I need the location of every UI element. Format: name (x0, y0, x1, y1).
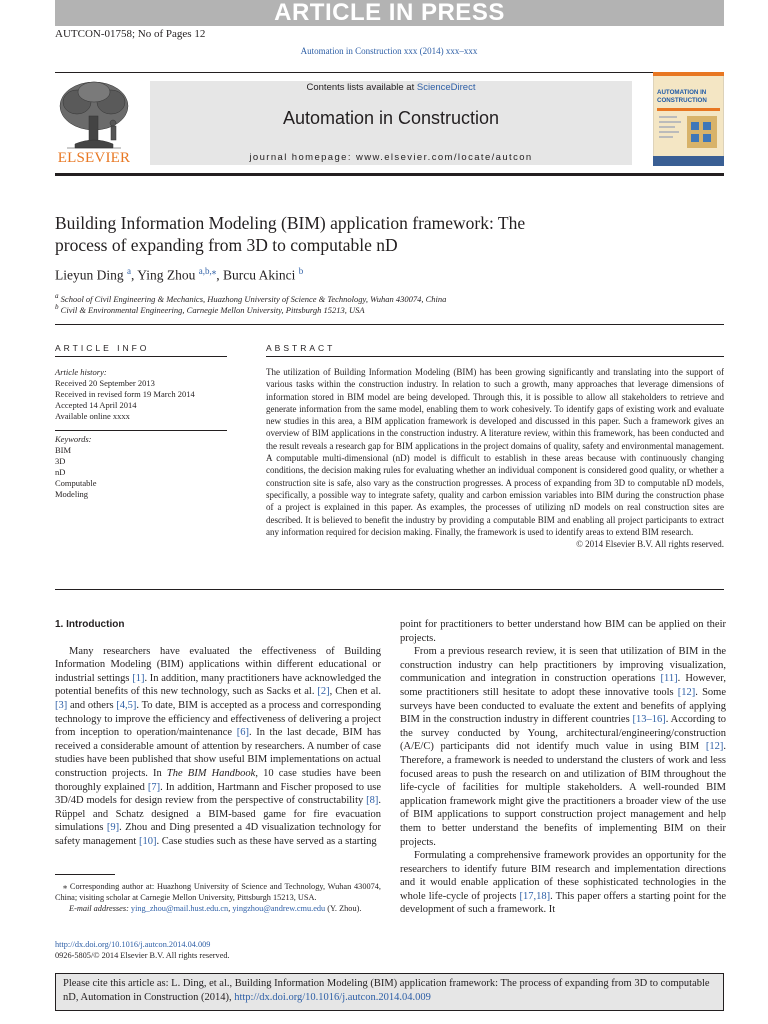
citation-text: Please cite this article as: L. Ding, et al., Building Information Modeling (BIM) application framework: The process of expanding from 3D to computable nD, Automation in Construction (2014), (63, 978, 710, 1003)
paragraph-text: . Case studies such as these have served as a starting (156, 835, 377, 847)
header-top-rule (55, 72, 724, 73)
keyword[interactable]: 3D (55, 456, 66, 466)
body-paragraph (400, 849, 726, 917)
svg-text:AUTOMATION IN: AUTOMATION IN (657, 89, 707, 96)
paragraph-text: From a previous research review, it is seen that utilization of BIM in the construction industry can help practitioners by improving visualization, communication and integration in construction operations (400, 646, 726, 685)
keywords-block (55, 434, 227, 500)
affiliation-text: Civil & Environmental Engineering, Carnegie Mellon University, Pittsburgh 15213, USA (60, 304, 365, 315)
keyword[interactable]: Modeling (55, 489, 89, 499)
paragraph-text: , 10 case studies have been thoroughly explained (55, 767, 382, 793)
paragraph-text: . In the last decade, BIM has received a considerable amount of attention by researchers. A number of case studies have been published that show useful BIM implementations on actual construction projects. In (55, 727, 381, 779)
journal-homepage[interactable]: journal homepage: www.elsevier.com/locate/autcon (249, 152, 533, 163)
issn-line: 0926-5805/© 2014 Elsevier B.V. All rights reserved. (55, 951, 230, 960)
article-code: AUTCON-01758; No of Pages 12 (55, 28, 206, 40)
author-separator: , (131, 267, 138, 283)
title-line-2: process of expanding from 3D to computable nD (55, 235, 398, 255)
author-separator: , (216, 267, 224, 283)
journal-cover-image (653, 72, 724, 166)
footnote (55, 881, 381, 914)
keyword[interactable]: BIM (55, 445, 72, 455)
paragraph-text: . In addition, many practitioners have acknowledged the potential benefits of this new technology, such as Sacks et al. (55, 672, 382, 698)
history-item: Received 20 September 2013 (55, 378, 155, 388)
body-right-column (400, 618, 726, 917)
email-line (55, 903, 381, 914)
citation-link[interactable]: [4,5] (116, 699, 137, 711)
body-paragraph (400, 645, 726, 849)
elsevier-wordmark: ELSEVIER (57, 150, 131, 166)
body-left-column (55, 618, 381, 849)
citation-link[interactable]: [2] (317, 686, 330, 698)
citation-link[interactable]: [9] (106, 822, 120, 834)
citation-doi-link[interactable]: http://dx.doi.org/10.1016/j.autcon.2014.04.009 (234, 992, 431, 1003)
doi-link[interactable]: http://dx.doi.org/10.1016/j.autcon.2014.04.009 (55, 940, 211, 949)
title-line-1: Building Information Modeling (BIM) application framework: The (55, 213, 526, 233)
journal-reference-link[interactable]: Automation in Construction xxx (2014) xxx–xxx (300, 46, 478, 56)
article-in-press-banner: ARTICLE IN PRESS (55, 0, 724, 26)
history-item: Accepted 14 April 2014 (55, 400, 137, 410)
svg-text:CONSTRUCTION: CONSTRUCTION (657, 97, 707, 104)
doi-block (55, 939, 230, 961)
affiliation-b (55, 303, 365, 315)
history-item: Received in revised form 19 March 2014 (55, 389, 195, 399)
history-label: Article history: (55, 367, 107, 377)
right-column-paragraphs (400, 618, 726, 917)
keywords-label: Keywords: (55, 434, 92, 444)
citation-link[interactable]: [11] (660, 673, 678, 685)
affiliation-mark: a (55, 292, 59, 300)
author-name[interactable]: Burcu Akinci (223, 267, 296, 283)
citation-link[interactable]: [10] (138, 835, 157, 847)
keywords-rule (55, 430, 227, 431)
citation-link[interactable]: [12] (705, 741, 724, 753)
author-name[interactable]: Lieyun Ding (55, 267, 124, 283)
email-suffix: (Y. Zhou). (327, 904, 362, 913)
author-name[interactable]: Ying Zhou (137, 267, 196, 283)
citation-box (55, 973, 724, 1011)
paragraph-text: , Chen et al. (329, 686, 381, 698)
italic-text: The BIM Handbook (166, 767, 256, 779)
paragraph-text: point for practitioners to better understand how BIM can be applied on their projects. (400, 619, 726, 644)
paragraph-text: . Rüppel and Schatz designed a BIM-based game for fire evacuation simulations (55, 795, 381, 834)
citation-link[interactable]: [3] (55, 699, 68, 711)
paragraph-text: . This paper offers a starting point for the development of such a framework. It (400, 890, 726, 916)
abstract-rule (266, 356, 724, 357)
abstract-body (266, 366, 724, 550)
paragraph-text: Many researchers have evaluated the effectiveness of Building Information Modeling (BIM) applications within different educational or industrial settings (55, 645, 381, 684)
paragraph-text: . In addition, Hartmann and Fischer proposed to use 3D/4D models for design review from the perspective of constructability (55, 781, 381, 807)
paragraph-text: . According to the survey conducted by Young, architectural/engineering/construction (A/E/C) participants did not identify much value in using BIM (400, 714, 727, 753)
citation-link[interactable]: [1] (132, 672, 145, 684)
corresponding-author-note: ⁎ Corresponding author at: Huazhong University of Science and Technology, Wuhan 430074, China; visiting scholar at Carnegie Mellon University, Pittsburgh 15213, USA. (55, 882, 381, 902)
affiliations-rule (55, 324, 724, 325)
footnote-rule (55, 874, 115, 875)
abstract-copyright: © 2014 Elsevier B.V. All rights reserved. (576, 539, 724, 550)
body-paragraph (55, 645, 381, 849)
affiliation-text: School of Civil Engineering & Mechanics, Huazhong University of Science & Technology, Wuhan 430074, China (60, 293, 447, 304)
article-title (55, 212, 655, 256)
left-column-paragraphs (55, 645, 381, 849)
email-comma: , (228, 904, 233, 913)
article-info-heading: ARTICLE INFO (55, 343, 150, 353)
citation-link[interactable]: [12] (677, 686, 696, 698)
sciencedirect-link[interactable]: ScienceDirect (416, 82, 476, 93)
author-affiliation-mark[interactable]: a (127, 266, 131, 276)
citation-link[interactable]: [7] (147, 781, 161, 793)
email-label: E-mail addresses: (69, 904, 129, 913)
paragraph-text: . Therefore, a framework is needed to understand the clusters of work and less focused areas to push the research on and utilization of BIM throughout the life-cycle of facilities for multiple stakeholders. A well-rounded BIM application framework might give the practitioners a broader view of the use of BIM applications to support construction project management and help them to better understand the benefits of implementing BIM on their projects. (400, 741, 726, 848)
body-paragraph (400, 618, 726, 645)
abstract-heading: ABSTRACT (266, 343, 336, 353)
paragraph-text: . To date, BIM is accepted as a process and corresponding technology to improve the efficiency and effectiveness of delivering a project from inception to operation/maintenance (55, 699, 381, 739)
paragraph-text: . Zhou and Ding presented a 4D visualization technology for safety management (55, 822, 382, 847)
email-link-1[interactable]: ying_zhou@mail.hust.edu.cn (130, 904, 229, 913)
abstract-text: The utilization of Building Information Modeling (BIM) has been growing significantly and translating into the support of various tasks within the construction industry. In relation to such a growth, many approaches that leverage dimensions of information stored in BIM model are being developed. Through this, it is possible to allow all stakeholders to retrieve and generate information from the same model, enabling them to work cohesively. To identify gaps of existing work and evaluate new studies in this area, a BIM application framework is developed and discussed in this paper. Such a framework gives an overview of BIM applications in the construction industry. A literature review, within this framework, has been conducted and the result reveals a research gap for BIM applications in the project domains of quality, safety and environmental management. A computable multi-dimensional (nD) model is difficult to establish in these areas because with continuously changing conditions, the decision making rules for evaluating whether an individual component is considered good quality, or whether a construction site is safe, also vary as the construction progresses. A process of expanding from 3D to computable nD models, specifically, a possible way to integrate safety, quality and carbon emission variables into BIM during the construction phase of a project is explained in this paper. As examples, the processes of utilizing nD models on real construction sites are described. It is believed to benefit the industry by providing a computable BIM and enabling all project participants to extract any information required for decision making. Finally, the framework is used to identify areas to extend BIM research. (266, 367, 724, 537)
citation-link[interactable]: [17,18] (519, 890, 551, 902)
section-heading-introduction: 1. Introduction (55, 619, 125, 630)
abstract-bottom-rule (55, 589, 724, 590)
author-list (55, 266, 303, 284)
journal-name: Automation in Construction (282, 108, 500, 128)
paragraph-text: Formulating a comprehensive framework provides an opportunity for the researchers to identify future BIM research and implementation directions and it would enable application of these sophisticated technologies in the whole life-cycle of projects (400, 850, 726, 902)
author-affiliation-mark[interactable]: a,b,⁎ (198, 266, 217, 276)
article-history (55, 367, 227, 422)
paragraph-text: and others (67, 699, 117, 711)
keyword[interactable]: nD (55, 467, 66, 477)
citation-link[interactable]: [6] (236, 727, 249, 739)
contents-prefix: Contents lists available at (306, 82, 417, 93)
paragraph-text: . Some surveys have been conducted to evaluate the extent and benefits of applying BIM in the construction industry in different countries (400, 686, 727, 726)
article-info-rule (55, 356, 227, 357)
citation-link[interactable]: [8] (366, 795, 379, 807)
header-bottom-rule (55, 173, 724, 176)
citation-link[interactable]: [13–16] (632, 714, 666, 726)
history-item: Available online xxxx (55, 411, 130, 421)
keyword[interactable]: Computable (55, 478, 97, 488)
affiliation-mark: b (55, 303, 59, 311)
author-affiliation-mark[interactable]: b (298, 266, 304, 276)
contents-line (150, 82, 632, 93)
email-link-2[interactable]: yingzhou@andrew.cmu.edu (232, 904, 326, 913)
paragraph-text: . However, some practitioners still hesitate to adopt these innovative tools (400, 673, 727, 698)
